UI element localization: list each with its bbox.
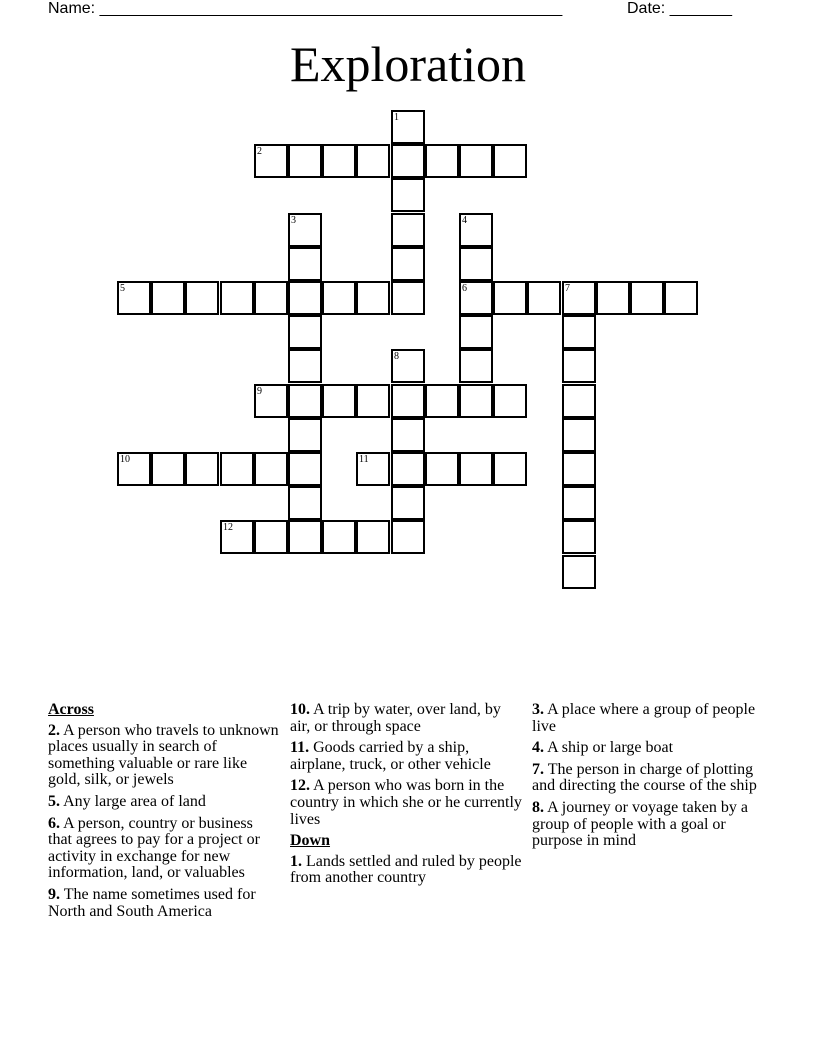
grid-cell[interactable] [185, 452, 219, 486]
clue-column-1 [48, 702, 280, 925]
grid-cell[interactable] [322, 144, 356, 178]
grid-cell[interactable] [391, 281, 425, 315]
clue-number: 11. [290, 739, 310, 757]
grid-cell[interactable] [664, 281, 698, 315]
clue-across-12 [290, 778, 522, 828]
clue-column-2 [290, 702, 522, 892]
clue-down-7 [532, 762, 764, 795]
grid-cell[interactable] [288, 144, 322, 178]
clue-number: 1. [290, 852, 302, 870]
grid-cell[interactable] [493, 384, 527, 418]
clue-down-1 [290, 854, 522, 887]
grid-cell[interactable] [562, 281, 596, 315]
clue-across-5 [48, 794, 280, 811]
clue-text: A trip by water, over land, by air, or through space [290, 701, 501, 735]
grid-cell[interactable] [459, 213, 493, 247]
clue-number: 3. [532, 701, 544, 718]
grid-cell[interactable] [117, 452, 151, 486]
grid-cell[interactable] [288, 520, 322, 554]
grid-cell[interactable] [356, 144, 390, 178]
grid-cell[interactable] [391, 247, 425, 281]
clue-text: A person, country or business that agrees to pay for a project or activity in exchange for new information, land, or valuables [48, 814, 260, 882]
grid-cell[interactable] [220, 520, 254, 554]
clue-text: A ship or large boat [547, 739, 674, 757]
clue-across-2 [48, 723, 280, 789]
clue-across-9 [48, 887, 280, 920]
grid-cell[interactable] [288, 349, 322, 383]
name-field[interactable]: Name: ____________________________________________________ [48, 0, 563, 17]
grid-cell[interactable] [391, 418, 425, 452]
grid-cell[interactable] [322, 520, 356, 554]
down-heading: Down [290, 832, 331, 850]
grid-cell[interactable] [527, 281, 561, 315]
grid-cell[interactable] [459, 144, 493, 178]
grid-cell[interactable] [493, 452, 527, 486]
cell-number: 9 [257, 386, 262, 397]
clue-down-4 [532, 740, 764, 757]
grid-cell[interactable] [391, 110, 425, 144]
grid-cell[interactable] [254, 281, 288, 315]
clue-number: 2. [48, 721, 60, 739]
cell-number: 5 [120, 283, 125, 294]
grid-cell[interactable] [425, 144, 459, 178]
grid-cell[interactable] [391, 384, 425, 418]
grid-cell[interactable] [425, 384, 459, 418]
grid-cell[interactable] [288, 418, 322, 452]
grid-cell[interactable] [596, 281, 630, 315]
cell-number: 6 [462, 283, 467, 294]
grid-cell[interactable] [254, 384, 288, 418]
clue-text: Lands settled and ruled by people from another country [290, 852, 522, 887]
grid-cell[interactable] [562, 555, 596, 589]
grid-cell[interactable] [117, 281, 151, 315]
grid-cell[interactable] [220, 281, 254, 315]
clue-text: Goods carried by a ship, airplane, truck, or other vehicle [290, 739, 491, 773]
clue-text: A place where a group of people live [532, 701, 756, 735]
grid-cell[interactable] [493, 281, 527, 315]
clue-text: The person in charge of plotting and directing the course of the ship [532, 760, 757, 795]
grid-cell[interactable] [391, 213, 425, 247]
grid-cell[interactable] [459, 349, 493, 383]
cell-number: 8 [394, 351, 399, 362]
cell-number: 7 [565, 283, 570, 294]
grid-cell[interactable] [459, 281, 493, 315]
grid-cell[interactable] [459, 247, 493, 281]
grid-cell[interactable] [562, 486, 596, 520]
grid-cell[interactable] [562, 418, 596, 452]
clue-number: 5. [48, 792, 60, 810]
grid-cell[interactable] [288, 486, 322, 520]
grid-cell[interactable] [562, 452, 596, 486]
date-field[interactable]: Date: _______ [627, 0, 732, 17]
grid-cell[interactable] [288, 452, 322, 486]
grid-cell[interactable] [356, 452, 390, 486]
grid-cell[interactable] [391, 349, 425, 383]
grid-cell[interactable] [151, 452, 185, 486]
clue-number: 10. [290, 701, 310, 718]
grid-cell[interactable] [151, 281, 185, 315]
clue-text: Any large area of land [63, 792, 206, 810]
cell-number: 10 [120, 454, 130, 465]
cell-number: 4 [462, 215, 467, 226]
grid-cell[interactable] [254, 520, 288, 554]
grid-cell[interactable] [562, 384, 596, 418]
grid-cell[interactable] [185, 281, 219, 315]
clue-number: 12. [290, 777, 310, 795]
grid-cell[interactable] [322, 281, 356, 315]
grid-cell[interactable] [288, 384, 322, 418]
across-heading: Across [48, 701, 94, 718]
grid-cell[interactable] [391, 520, 425, 554]
clue-across-11 [290, 740, 522, 773]
clue-across-10 [290, 702, 522, 735]
grid-cell[interactable] [459, 452, 493, 486]
clue-number: 4. [532, 739, 544, 757]
grid-cell[interactable] [391, 452, 425, 486]
cell-number: 1 [394, 112, 399, 123]
grid-cell[interactable] [288, 315, 322, 349]
grid-cell[interactable] [356, 520, 390, 554]
grid-cell[interactable] [288, 213, 322, 247]
grid-cell[interactable] [220, 452, 254, 486]
grid-cell[interactable] [425, 452, 459, 486]
clue-number: 9. [48, 885, 60, 903]
clue-number: 8. [532, 798, 544, 816]
cell-number: 12 [223, 522, 233, 533]
grid-cell[interactable] [391, 178, 425, 212]
grid-cell[interactable] [459, 315, 493, 349]
grid-cell[interactable] [562, 315, 596, 349]
grid-cell[interactable] [459, 384, 493, 418]
cell-number: 11 [359, 454, 369, 465]
cell-number: 3 [291, 215, 296, 226]
grid-cell[interactable] [254, 144, 288, 178]
page-title: Exploration [289, 36, 527, 92]
clue-column-3 [532, 702, 764, 855]
clue-text: The name sometimes used for North and South America [48, 885, 256, 920]
clue-text: A person who travels to unknown places usually in search of something valuable or rare like gold, silk, or jewels [48, 721, 279, 789]
grid-cell[interactable] [356, 384, 390, 418]
grid-cell[interactable] [254, 452, 288, 486]
cell-number: 2 [257, 146, 262, 157]
grid-cell[interactable] [356, 281, 390, 315]
grid-cell[interactable] [322, 384, 356, 418]
grid-cell[interactable] [288, 247, 322, 281]
grid-cell[interactable] [288, 281, 322, 315]
clue-down-8 [532, 800, 764, 850]
clue-text: A journey or voyage taken by a group of people with a goal or purpose in mind [532, 798, 748, 850]
grid-cell[interactable] [493, 144, 527, 178]
grid-cell[interactable] [630, 281, 664, 315]
grid-cell[interactable] [562, 520, 596, 554]
grid-cell[interactable] [391, 144, 425, 178]
clue-number: 7. [532, 760, 544, 778]
clue-text: A person who was born in the country in which she or he currently lives [290, 777, 522, 828]
clue-across-6 [48, 816, 280, 882]
clue-number: 6. [48, 814, 60, 832]
clue-down-3 [532, 702, 764, 735]
grid-cell[interactable] [562, 349, 596, 383]
grid-cell[interactable] [391, 486, 425, 520]
